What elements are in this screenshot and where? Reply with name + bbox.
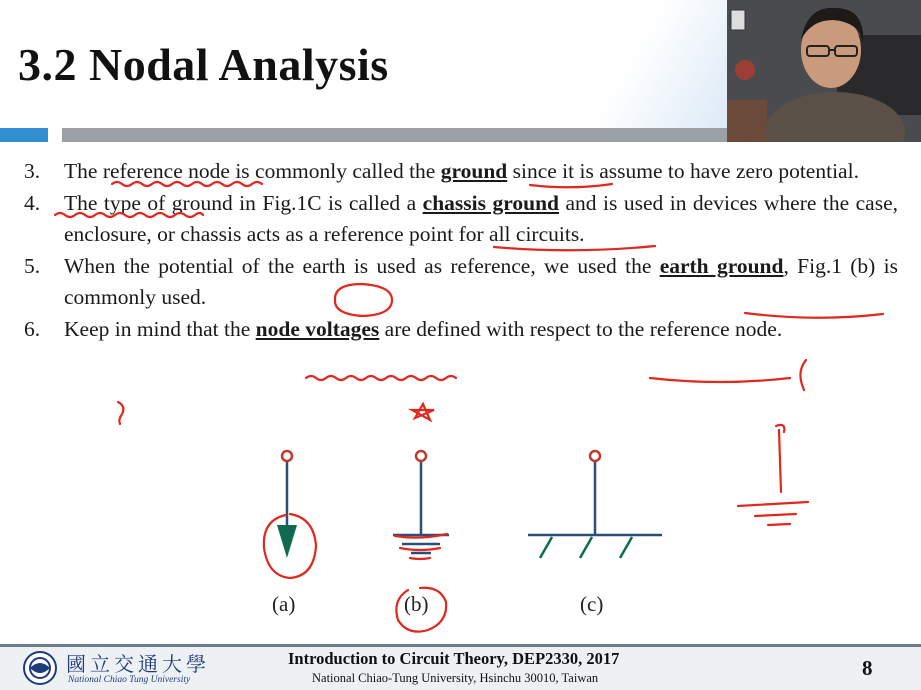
term-reference-node: reference node — [102, 159, 230, 183]
list-text: Keep in mind that the — [64, 316, 256, 341]
list-text: is commonly called the — [229, 159, 441, 183]
list-text: is used as reference, we used the — [345, 253, 660, 278]
title-accent-bar — [0, 128, 48, 142]
list-text: The — [64, 159, 103, 183]
university-logo-icon — [20, 650, 60, 686]
star-above-b — [412, 404, 434, 420]
term-node-voltages: node voltages — [255, 316, 380, 341]
underline-respect-to-the — [650, 378, 790, 382]
presenter-webcam — [727, 0, 921, 142]
list-text: . — [853, 159, 859, 183]
list-number: 6. — [24, 316, 41, 341]
term-chassis-ground: chassis ground — [422, 190, 560, 215]
list-item-5 — [24, 251, 898, 314]
ground-symbol-c — [528, 451, 662, 558]
university-name-chinese: 國立交通大學 — [66, 654, 210, 676]
list-number: 3. — [24, 159, 41, 183]
ground-symbol-a — [277, 451, 297, 558]
list-number: 5. — [24, 253, 41, 278]
department-address: National Chiao-Tung University, Hsinchu 30010, Taiwan — [312, 671, 599, 685]
list-text: since it is assume to have — [507, 159, 736, 183]
page-number: 8 — [862, 656, 873, 680]
ground-symbol-b — [393, 451, 449, 553]
squiggle-node-voltages — [306, 376, 456, 380]
list-text: are defined with respect to the reference node. — [379, 316, 783, 341]
university-name-english: National Chiao Tung University — [68, 675, 191, 685]
presenter-video-frame — [727, 0, 921, 142]
term-zero-potential: zero potential — [735, 159, 854, 183]
course-title: Introduction to Circuit Theory, DEP2330, 2017 — [288, 649, 620, 668]
term-earth-ground: earth ground — [659, 253, 784, 278]
ground-symbols-figure — [230, 440, 830, 630]
list-item-6 — [24, 314, 898, 346]
caption-c: (c) — [580, 592, 604, 616]
caption-b: (b) — [404, 592, 429, 616]
term-earth: earth — [302, 253, 346, 278]
list-text: When the potential of the — [64, 253, 303, 278]
bullet-list — [24, 156, 898, 345]
term-ground: ground — [440, 159, 508, 183]
list-text: The type of ground in Fig.1C is called a — [64, 190, 423, 215]
list-number: 4. — [24, 190, 41, 215]
list-item-3 — [24, 156, 898, 188]
caption-a: (a) — [272, 592, 296, 616]
paren-reference — [800, 360, 806, 390]
slide-title: 3.2 Nodal Analysis — [18, 39, 389, 90]
list-text: and is used in devices where the case, enclosure, or chassis acts as a reference point for all circuits. — [64, 190, 898, 246]
squiggle-node — [118, 402, 123, 424]
list-text: , Fig.1 (b) is commonly used. — [64, 253, 898, 309]
list-item-4 — [24, 188, 898, 251]
